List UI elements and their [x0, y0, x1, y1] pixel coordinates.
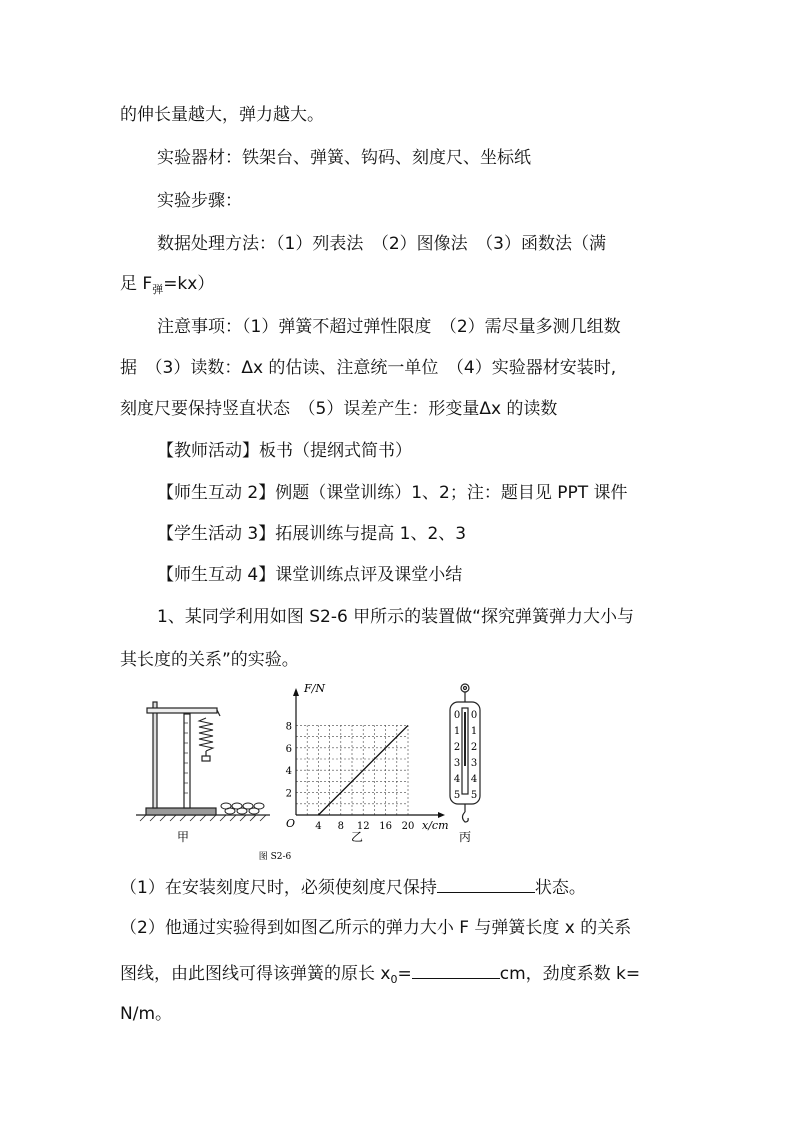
scale-number-right: 3	[470, 758, 478, 769]
text-line: 刻度尺要保持竖直状态 （5）误差产生：形变量Δx 的读数	[120, 399, 558, 419]
scale-number-left: 5	[453, 790, 461, 801]
question-2-line1: （2）他通过实验得到如图乙所示的弹力大小 F 与弹簧长度 x 的关系	[120, 918, 632, 938]
text-line: 其长度的关系”的实验。	[120, 650, 299, 670]
text-line: 【学生活动 3】拓展训练与提高 1、2、3	[157, 524, 467, 544]
scale-number-left: 4	[453, 774, 461, 785]
text-span: （1）在安装刻度尺时，必须使刻度尺保持	[120, 878, 437, 898]
scale-number-right: 5	[470, 790, 478, 801]
text-line: 的伸长量越大，弹力越大。	[120, 105, 324, 125]
text-line	[120, 273, 214, 297]
x-tick-label: 4	[315, 821, 322, 832]
text-line: 1、某同学利用如图 S2-6 甲所示的装置做“探究弹簧弹力大小与	[157, 607, 634, 627]
x-axis-label: x/cm	[422, 819, 449, 832]
scale-number-right: 1	[470, 726, 478, 737]
figure-s2-6	[120, 678, 640, 862]
text-span: =kx）	[163, 274, 215, 294]
text-line: 注意事项：（1）弹簧不超过弹性限度 （2）需尽量多测几组数	[157, 317, 621, 337]
answer-blank-2[interactable]	[412, 961, 500, 979]
text-line: 数据处理方法：（1）列表法 （2）图像法 （3）函数法（满	[157, 234, 606, 254]
text-span: 图线，由此图线可得该弹簧的原长 x	[120, 964, 391, 984]
origin-label: O	[286, 817, 296, 830]
y-tick-label: 6	[285, 743, 292, 755]
scale-number-left: 0	[453, 710, 461, 721]
y-axis-label: F/N	[304, 682, 325, 695]
answer-blank-1[interactable]	[437, 875, 535, 893]
scale-number-left: 3	[453, 758, 461, 769]
y-axis-arrow	[293, 688, 299, 696]
text-span: 足 F	[120, 274, 153, 294]
label-jia: 甲	[176, 830, 190, 844]
text-span: cm，劲度系数 k=	[499, 964, 641, 984]
text-span: =	[397, 964, 412, 984]
y-tick-label: 8	[285, 721, 292, 733]
figure-caption: 图 S2-6	[258, 852, 292, 862]
text-line: 据 （3）读数：Δx 的估读、注意统一单位 （4）实验器材安装时,	[120, 358, 617, 378]
x-axis-arrow	[438, 812, 445, 818]
text-line: 【教师活动】板书（提纲式简书）	[157, 441, 412, 461]
spring-scale-bing	[450, 684, 480, 822]
graph-grid	[296, 725, 408, 815]
graph-yi	[286, 682, 449, 832]
text-line: 【师生互动 4】课堂训练点评及课堂小结	[157, 565, 463, 585]
question-2-line3: N/m。	[120, 1004, 173, 1024]
text-span: 状态。	[534, 878, 586, 898]
x-tick-label: 12	[356, 821, 370, 832]
question-1	[120, 875, 586, 899]
x-tick-label: 20	[401, 821, 415, 832]
text-line: 实验器材：铁架台、弹簧、钩码、刻度尺、坐标纸	[157, 148, 531, 168]
label-yi: 乙	[350, 830, 364, 844]
text-line: 【师生互动 2】例题（课堂训练）1、2；注：题目见 PPT 课件	[157, 483, 628, 503]
subscript: 0	[390, 973, 398, 986]
y-tick-label: 2	[285, 788, 292, 800]
scale-number-right: 2	[470, 742, 478, 753]
scale-number-right: 0	[470, 710, 478, 721]
apparatus-jia	[136, 702, 270, 821]
scale-number-left: 2	[453, 742, 461, 753]
scale-number-left: 1	[453, 726, 461, 737]
scale-number-right: 4	[470, 774, 478, 785]
label-bing: 丙	[458, 830, 472, 844]
x-tick-label: 16	[379, 821, 392, 832]
question-2-line2	[120, 961, 640, 987]
text-line: 实验步骤：	[157, 191, 242, 211]
subscript: 弹	[152, 283, 164, 296]
y-tick-label: 4	[285, 766, 292, 778]
x-tick-label: 8	[337, 821, 344, 832]
